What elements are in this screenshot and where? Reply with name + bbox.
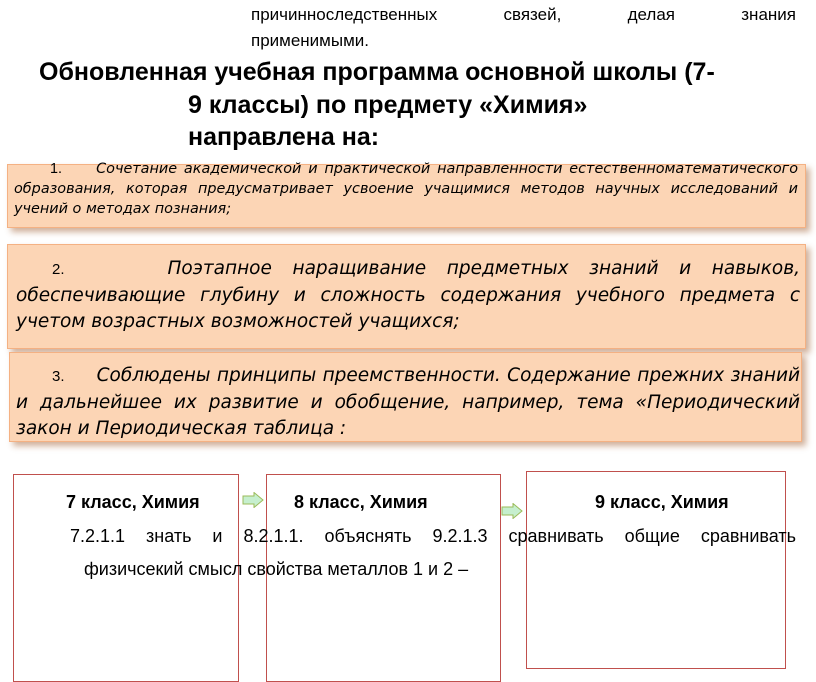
point-1-number: 1. <box>50 161 63 177</box>
point-3-body: Соблюдены принципы преемственности. Содержание прежних знаний и дальнейшее их развитие и обобщение, например, тема «Периодический закон и Периодическая таблица : <box>16 365 800 439</box>
point-2-text <box>16 256 800 335</box>
grade-9-title: 9 класс, Химия <box>595 492 729 512</box>
objectives-line2: физичсекий смысл свойства металлов 1 и 2 – <box>84 559 469 579</box>
point-3-text <box>16 363 800 442</box>
point-2-number: 2. <box>52 261 65 278</box>
top-text-line1: причинноследственных связей, делая знания <box>251 5 796 24</box>
heading-line2: 9 классы) по предмету «Химия» <box>188 91 588 119</box>
heading-line1: Обновленная учебная программа основной школы (7- <box>39 58 715 86</box>
point-3-number: 3. <box>52 368 65 385</box>
arrow-right-icon <box>501 503 523 519</box>
grade-7-title: 7 класс, Химия <box>66 492 200 512</box>
grade-8-title: 8 класс, Химия <box>294 492 428 512</box>
top-text-line2: применимыми. <box>251 31 369 50</box>
arrow-right-icon <box>242 492 264 508</box>
heading-line3: направлена на: <box>188 123 380 151</box>
point-2-body: Поэтапное наращивание предметных знаний и навыков, обеспечивающие глубину и сложность содержания учебного предмета с учетом возрастных возможностей учащихся; <box>16 258 800 332</box>
point-1-body: Сочетание академической и практической направленности естественноматематического образования, которая предусматривает усвоение учащимися методов научных исследований и учений о методах познания; <box>14 161 798 217</box>
objectives-line1: 7.2.1.1 знать и 8.2.1.1. объяснять 9.2.1.3 сравнивать общие сравнивать <box>70 526 796 546</box>
point-1-text <box>14 159 798 219</box>
